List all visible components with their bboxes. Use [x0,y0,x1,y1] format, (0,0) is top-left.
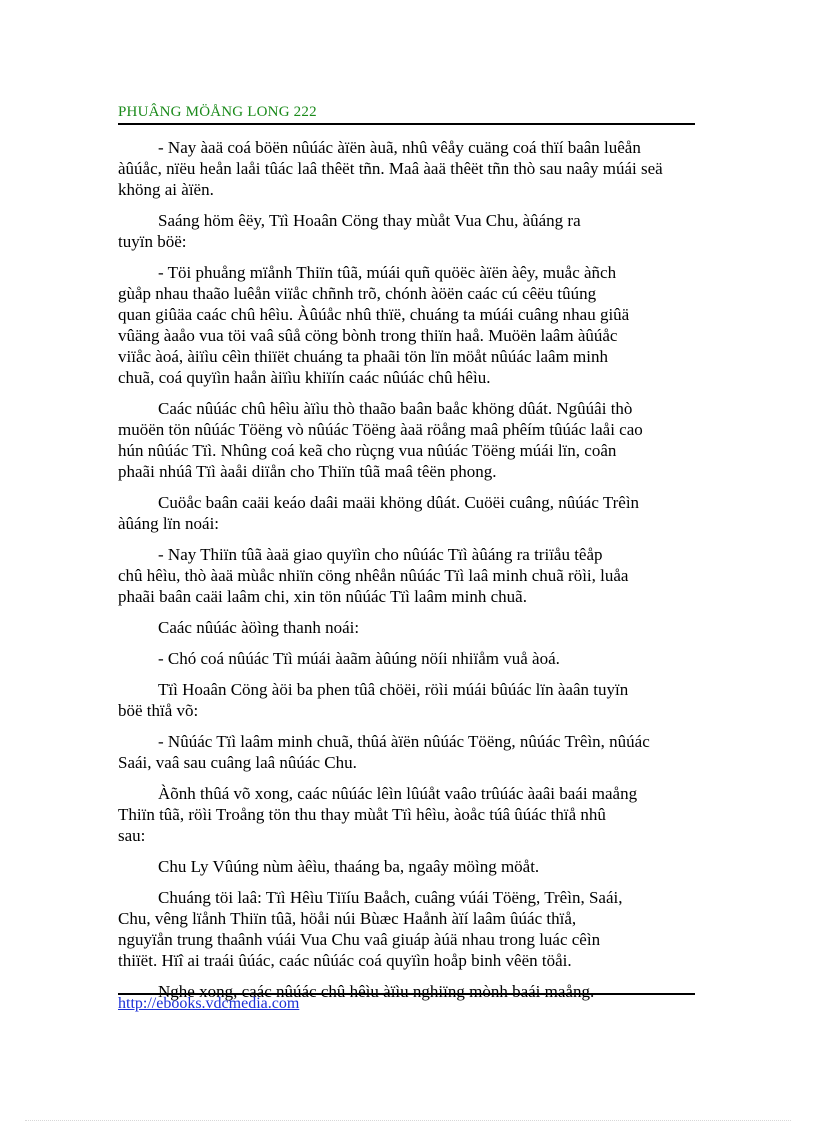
paragraph: - Nay àaä coá böën nûúác àïën àuã, nhû vêåy cuäng coá thïí baân luêån àûúåc, nïëu heån laåi tûác laâ thêët tñn. Maâ àaä thêët tñn thò sau naây múái seä khöng ai àïën. [118,138,663,199]
paragraph: Àõnh thûá võ xong, caác nûúác lêìn lûúåt vaâo trûúác àaâi baái maång Thiïn tûã, röìi Troång tön thu thay mùåt Tïì hêìu, àoåc túâ ûúác thïå nhû sau: [118,784,638,845]
paragraph: - Töi phuång mïånh Thiïn tûã, múái quñ quöëc àïën àêy, muåc àñch gùåp nhau thaão luêån viïåc chñnh trõ, chónh àöën caác cú cêëu tûúng quan giûäa caác chû hêìu. Àûúåc nhû thïë, chuáng ta múái cuâng nhau giûä vûäng àaåo vua töi vaâ sûå cöng bònh trong thiïn haå. Muöën laâm àûúåc viïåc àoá, àiïìu cêìn thiïët chuáng ta phaãi tön lïn möåt nûúác laâm minh chuã, coá quyïìn haån àiïìu khiïín caác nûúác chû hêìu. [118,263,630,387]
header-rule [118,123,695,125]
running-header: PHUÂNG MÖÅNG LONG 222 [118,104,317,120]
footer-link[interactable]: http://ebooks.vdcmedia.com [118,995,300,1012]
paragraph: - Chó coá nûúác Tïì múái àaãm àûúng nöíi nhiïåm vuå àoá. [158,649,560,668]
paragraph: Cuöåc baân caäi keáo daâi maäi khöng dûát. Cuöëi cuâng, nûúác Trêìn àûáng lïn noái: [118,493,640,533]
paragraph: Caác nûúác chû hêìu àïìu thò thaão baân baåc khöng dûát. Ngûúâi thò muöën tön nûúác Töëng vò nûúác Töëng àaä röång maâ phêím tûúác laåi cao hún nûúác Tïì. Nhûng coá keã cho rùçng vua nûúác Töëng múái lïn, coân phaãi nhúâ Tïì àaåi diïån cho Thiïn tûã maâ têën phong. [118,399,643,481]
paragraph: Saáng höm êëy, Tïì Hoaân Cöng thay mùåt Vua Chu, àûáng ra tuyïn böë: [118,211,581,251]
paragraph: Chu Ly Vûúng nùm àêìu, thaáng ba, ngaây möìng möåt. [158,857,540,876]
paragraph: - Nûúác Tïì laâm minh chuã, thûá àïën nûúác Töëng, nûúác Trêìn, nûúác Saái, vaâ sau cuâng laâ nûúác Chu. [118,732,650,772]
paragraph: Caác nûúác àöìng thanh noái: [158,618,360,637]
paragraph: - Nay Thiïn tûã àaä giao quyïìn cho nûúác Tïì àûáng ra triïåu têåp chû hêìu, thò àaä mùåc nhiïn cöng nhêån nûúác Tïì laâ minh chuã röìi, luåa phaãi baân caäi laâm chi, xin tön nûúác Tïì laâm minh chuã. [118,545,629,606]
page-body [118,137,738,1012]
paragraph: Tïì Hoaân Cöng àöi ba phen tûâ chöëi, röìi múái bûúác lïn àaân tuyïn böë thïå võ: [118,680,629,720]
paragraph: Nghe xong, caác nûúác chû hêìu àïìu nghiïng mònh baái maång. [158,982,595,1001]
paragraph: Chuáng töi laâ: Tïì Hêìu Tiïíu Baåch, cuâng vúái Töëng, Trêìn, Saái, Chu, vêng lïånh Thiïn tûã, höåi núi Bùæc Haånh àïí laâm ûúác thïå, nguyïån trung thaânh vúái Vua Chu vaâ giuáp àúä nhau trong luác cêìn thiïët. Hïî ai traái ûúác, caác nûúác coá quyïìn hoåp binh vêën töåi. [118,888,623,970]
page-edge-divider [25,1120,791,1121]
